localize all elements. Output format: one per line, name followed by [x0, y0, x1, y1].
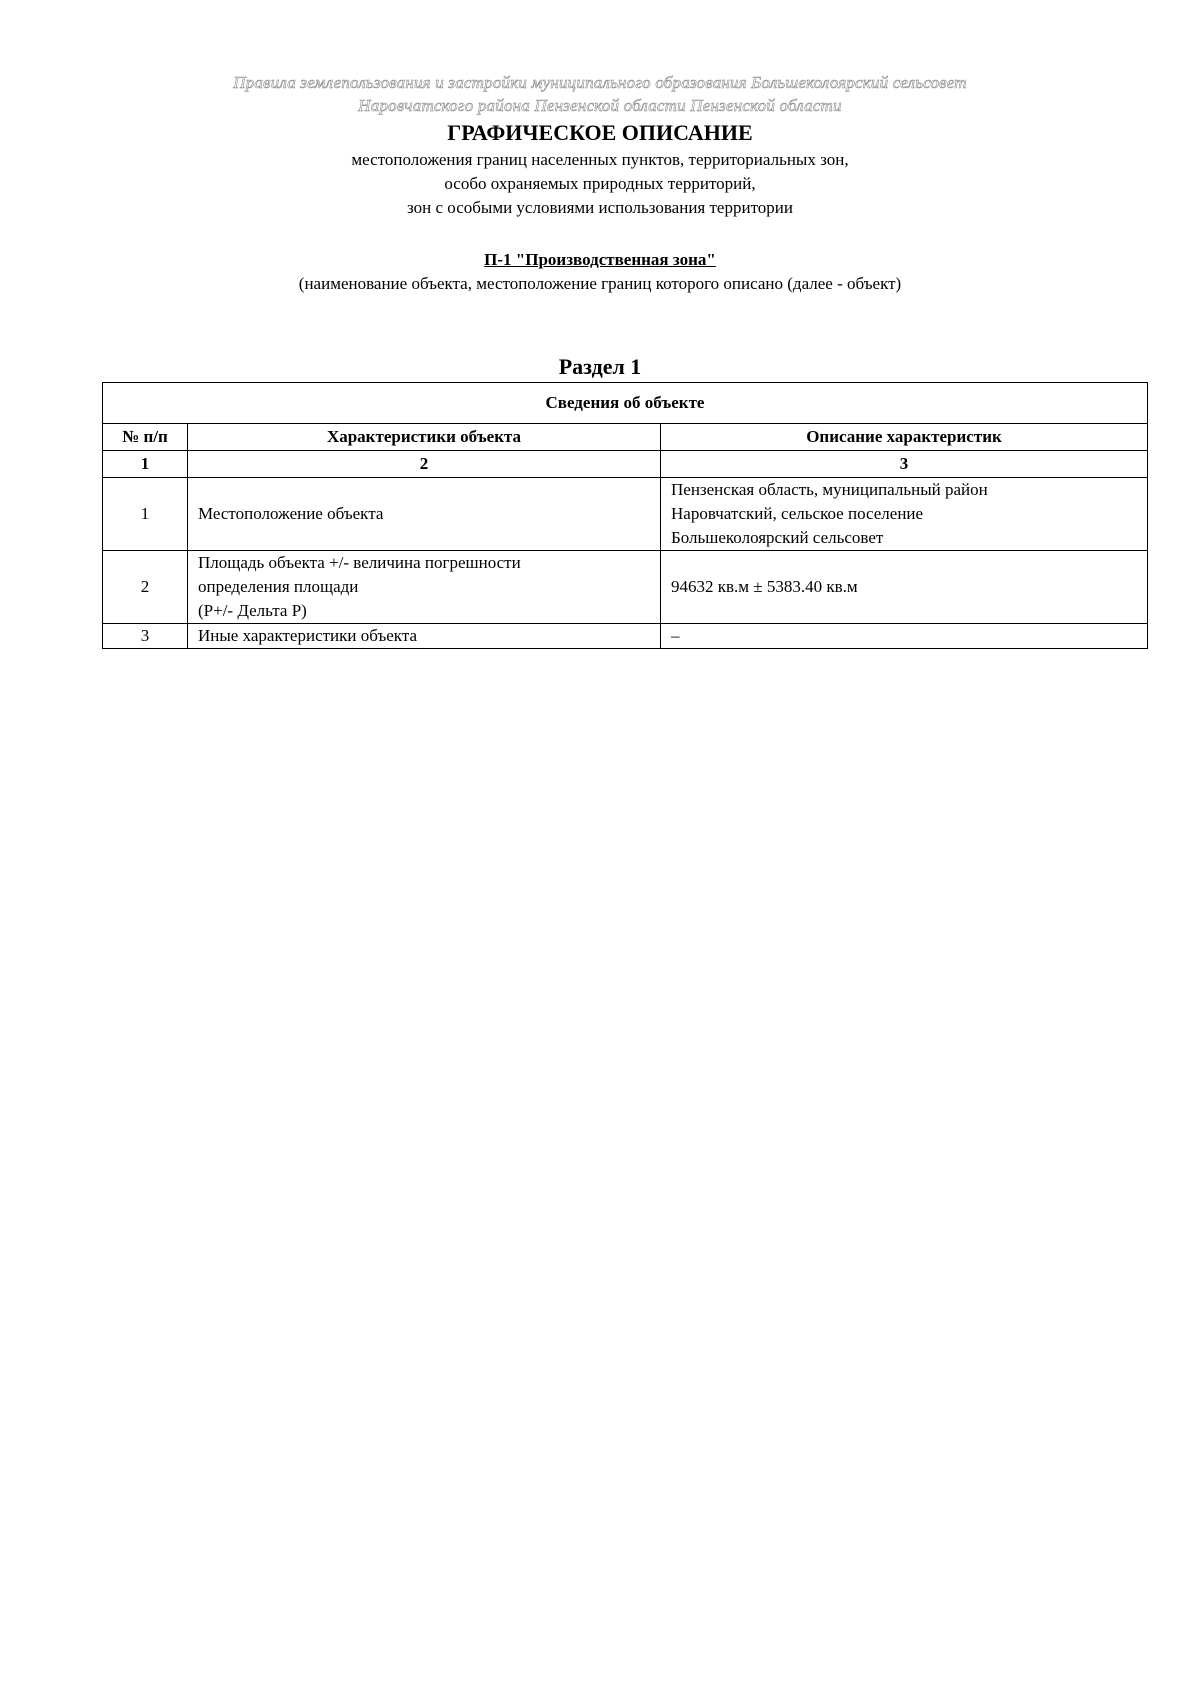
table-row — [103, 624, 1148, 649]
section-title: Раздел 1 — [558, 354, 642, 379]
subtitle-line-2: особо охраняемых природных территорий, — [444, 174, 756, 193]
table-header-row — [103, 424, 1148, 451]
row-description — [661, 478, 1148, 551]
text-line: 94632 кв.м ± 5383.40 кв.м — [671, 577, 858, 596]
table-caption: Сведения об объекте — [103, 383, 1148, 424]
row-number: 2 — [103, 551, 188, 624]
text-line: – — [671, 626, 680, 645]
row-characteristic — [188, 551, 661, 624]
text-line: (Р+/- Дельта Р) — [198, 601, 307, 620]
text-line: Большеколоярский сельсовет — [671, 528, 884, 547]
table-caption-row — [103, 383, 1148, 424]
text-line: определения площади — [198, 577, 359, 596]
text-line: Площадь объекта +/- величина погрешности — [198, 553, 521, 572]
column-number-2: 2 — [188, 451, 661, 478]
header-characteristic: Характеристики объекта — [188, 424, 661, 451]
column-number-row — [103, 451, 1148, 478]
column-number-3: 3 — [661, 451, 1148, 478]
text-line: Пензенская область, муниципальный район — [671, 480, 988, 499]
row-number: 3 — [103, 624, 188, 649]
text-line: Иные характеристики объекта — [198, 626, 418, 645]
running-header-line-2: Наровчатского района Пензенской области Пензенской области — [358, 96, 842, 115]
row-characteristic — [188, 624, 661, 649]
table-row — [103, 478, 1148, 551]
text-line: Местоположение объекта — [198, 504, 384, 523]
document-title: ГРАФИЧЕСКОЕ ОПИСАНИЕ — [447, 120, 753, 145]
row-description — [661, 551, 1148, 624]
row-characteristic — [188, 478, 661, 551]
row-description — [661, 624, 1148, 649]
object-name: П-1 "Производственная зона" — [484, 250, 716, 269]
running-header-line-1: Правила землепользования и застройки муниципального образования Большеколоярский сельсовет — [233, 73, 967, 92]
column-number-1: 1 — [103, 451, 188, 478]
subtitle-line-3: зон с особыми условиями использования территории — [407, 198, 793, 217]
header-number: № п/п — [103, 424, 188, 451]
header-description: Описание характеристик — [661, 424, 1148, 451]
subtitle-line-1: местоположения границ населенных пунктов, территориальных зон, — [351, 150, 849, 169]
object-caption: (наименование объекта, местоположение границ которого описано (далее - объект) — [298, 274, 902, 293]
object-info-table — [102, 382, 1148, 649]
row-number: 1 — [103, 478, 188, 551]
text-line: Наровчатский, сельское поселение — [671, 504, 924, 523]
table-row — [103, 551, 1148, 624]
